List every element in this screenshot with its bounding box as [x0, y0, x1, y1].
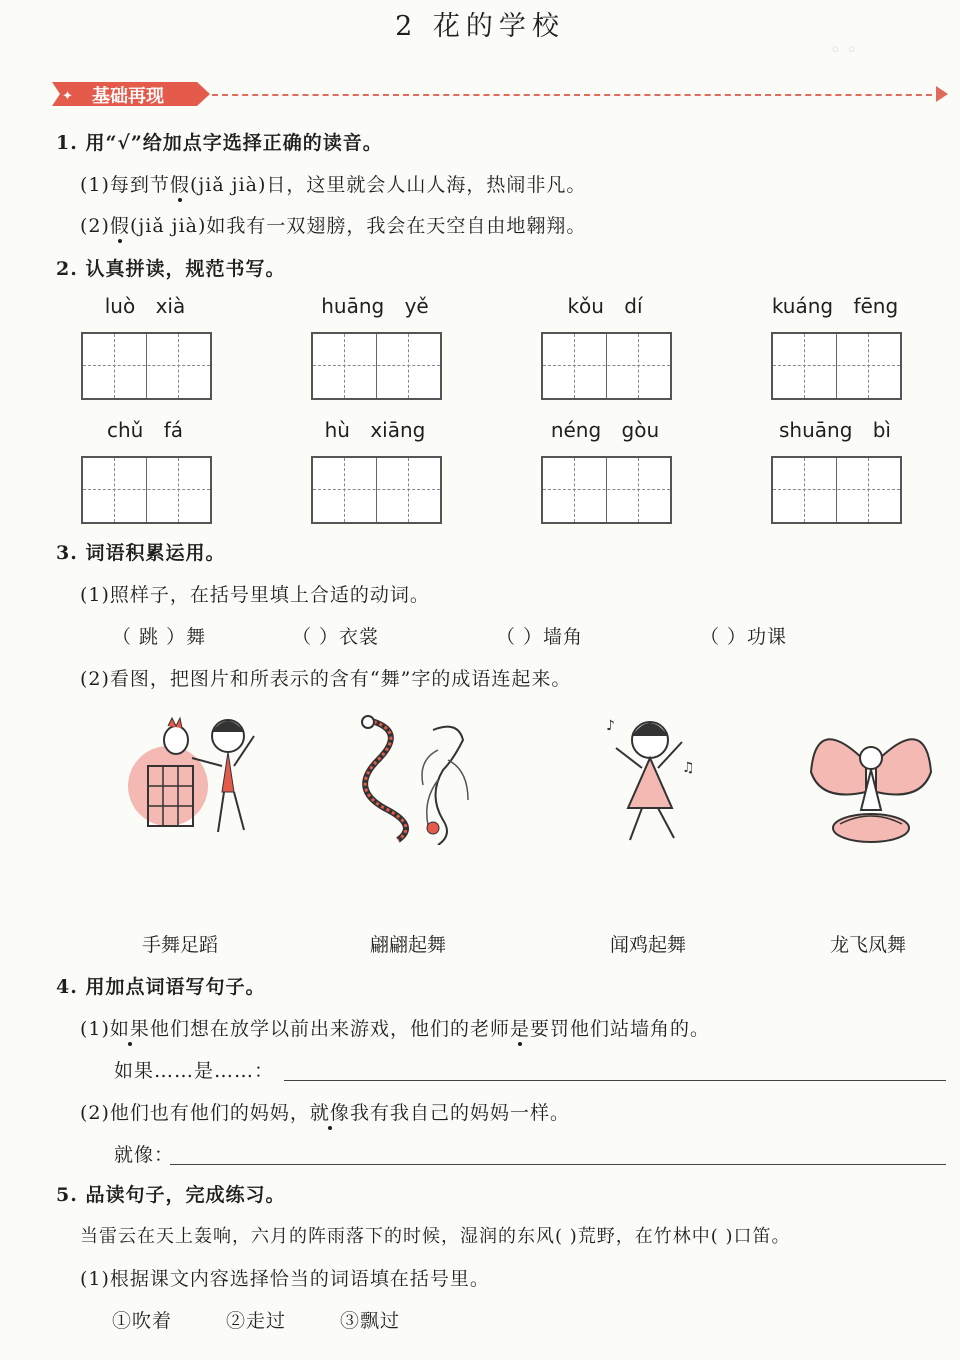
pinyin-label: néng gòu: [550, 418, 660, 442]
pinyin-label: hù xiāng: [324, 418, 426, 442]
writing-grid[interactable]: [81, 456, 212, 524]
q4-s1-middle: 他们想在放学以前出来游戏，他们的老师: [149, 1018, 510, 1040]
q4-s2-dotted-word: 就像: [310, 1098, 350, 1125]
idiom-label[interactable]: 翩翩起舞: [369, 934, 446, 956]
q1-item2-prefix: (2): [80, 215, 110, 237]
q4-s1-dotted-word: 如果: [110, 1014, 150, 1041]
verb-fill-blank[interactable]: （ ）衣裳: [292, 626, 380, 648]
question-3-sub-1: (1)照样子，在括号里填上合适的动词。: [80, 584, 430, 606]
answer-prompt: 如果……是……：: [114, 1060, 275, 1082]
pinyin-label: kuáng fēng: [771, 294, 899, 318]
divider-arrow-icon: [936, 86, 948, 102]
q1-item1-dotted-char: 假: [170, 170, 190, 197]
section-banner: [52, 80, 212, 112]
question-5-passage: 当雷云在天上轰响，六月的阵雨落下的时候，湿润的东风( )荒野，在竹林中( )口笛。: [80, 1226, 791, 1247]
svg-text:♪: ♪: [606, 718, 615, 734]
dancing-girl-illustration: [598, 712, 698, 847]
question-2-stem: 2. 认真拼读，规范书写。: [56, 258, 286, 280]
writing-grid[interactable]: [541, 456, 672, 524]
q4-s2-prefix: (2)他们也有他们的妈妈，: [80, 1102, 310, 1124]
question-3-sub-2: (2)看图，把图片和所表示的含有“舞”字的成语连起来。: [80, 668, 572, 690]
question-5-sub-1: (1)根据课文内容选择恰当的词语填在括号里。: [80, 1268, 490, 1290]
writing-grid[interactable]: [771, 456, 902, 524]
pinyin-label: chǔ fá: [106, 418, 183, 442]
question-4-sentence-2: [80, 1098, 570, 1125]
verb-fill-blank[interactable]: （ ）功课: [700, 626, 788, 648]
word-option[interactable]: ②走过: [226, 1310, 287, 1332]
pinyin-label: luò xià: [104, 294, 186, 318]
question-5-stem: 5. 品读句子，完成练习。: [56, 1184, 286, 1206]
q1-item2-dotted-char: 假: [110, 211, 130, 238]
q1-item1-prefix: (1)每到节: [80, 174, 170, 196]
verb-fill-blank[interactable]: （ 跳 ）舞: [112, 626, 207, 648]
answer-line[interactable]: [170, 1164, 946, 1165]
question-4-sentence-1: [80, 1014, 710, 1041]
q4-s1-dotted-word: 是: [510, 1014, 530, 1041]
q1-item1-suffix: (jiǎ jià)日，这里就会人山人海，热闹非凡。: [189, 174, 587, 196]
bleed-through-decoration: ◦ ◦: [830, 40, 857, 61]
svg-text:♫: ♫: [682, 760, 695, 776]
section-divider: [212, 94, 942, 96]
question-3-stem: 3. 词语积累运用。: [56, 542, 226, 564]
q1-item2-suffix: (jiǎ jià)如我有一双翅膀，我会在天空自由地翱翔。: [129, 215, 587, 237]
pinyin-label: kǒu dí: [567, 294, 643, 318]
writing-grid[interactable]: [311, 456, 442, 524]
page-title: 2 花的学校: [395, 11, 565, 42]
word-option[interactable]: ③飘过: [340, 1310, 401, 1332]
q4-s1-prefix: (1): [80, 1018, 110, 1040]
writing-grid[interactable]: [771, 332, 902, 400]
question-1-stem: 1. 用“√”给加点字选择正确的读音。: [56, 132, 383, 154]
section-banner-label: 基础再现: [92, 86, 164, 107]
butterfly-dance-illustration: [806, 712, 936, 852]
dragon-phoenix-illustration: [338, 710, 488, 845]
question-1-item-1: [80, 170, 586, 197]
writing-grid[interactable]: [81, 332, 212, 400]
writing-grid[interactable]: [541, 332, 672, 400]
idiom-label[interactable]: 手舞足蹈: [141, 934, 218, 956]
answer-prompt: 就像：: [114, 1144, 175, 1166]
rooster-dance-illustration: [128, 706, 268, 846]
answer-line[interactable]: [284, 1080, 946, 1081]
question-4-stem: 4. 用加点词语写句子。: [56, 976, 266, 998]
q4-s1-suffix: 要罚他们站墙角的。: [529, 1018, 710, 1040]
idiom-label[interactable]: 闻鸡起舞: [609, 934, 686, 956]
writing-grid[interactable]: [311, 332, 442, 400]
question-1-item-2: [80, 211, 586, 238]
idiom-label[interactable]: 龙飞凤舞: [829, 934, 906, 956]
q4-s2-suffix: 我有我自己的妈妈一样。: [349, 1102, 570, 1124]
pinyin-label: huāng yě: [321, 294, 429, 318]
word-option[interactable]: ①吹着: [112, 1310, 173, 1332]
svg-text:✦: ✦: [62, 89, 73, 104]
pinyin-label: shuāng bì: [778, 418, 891, 442]
verb-fill-blank[interactable]: （ ）墙角: [496, 626, 584, 648]
